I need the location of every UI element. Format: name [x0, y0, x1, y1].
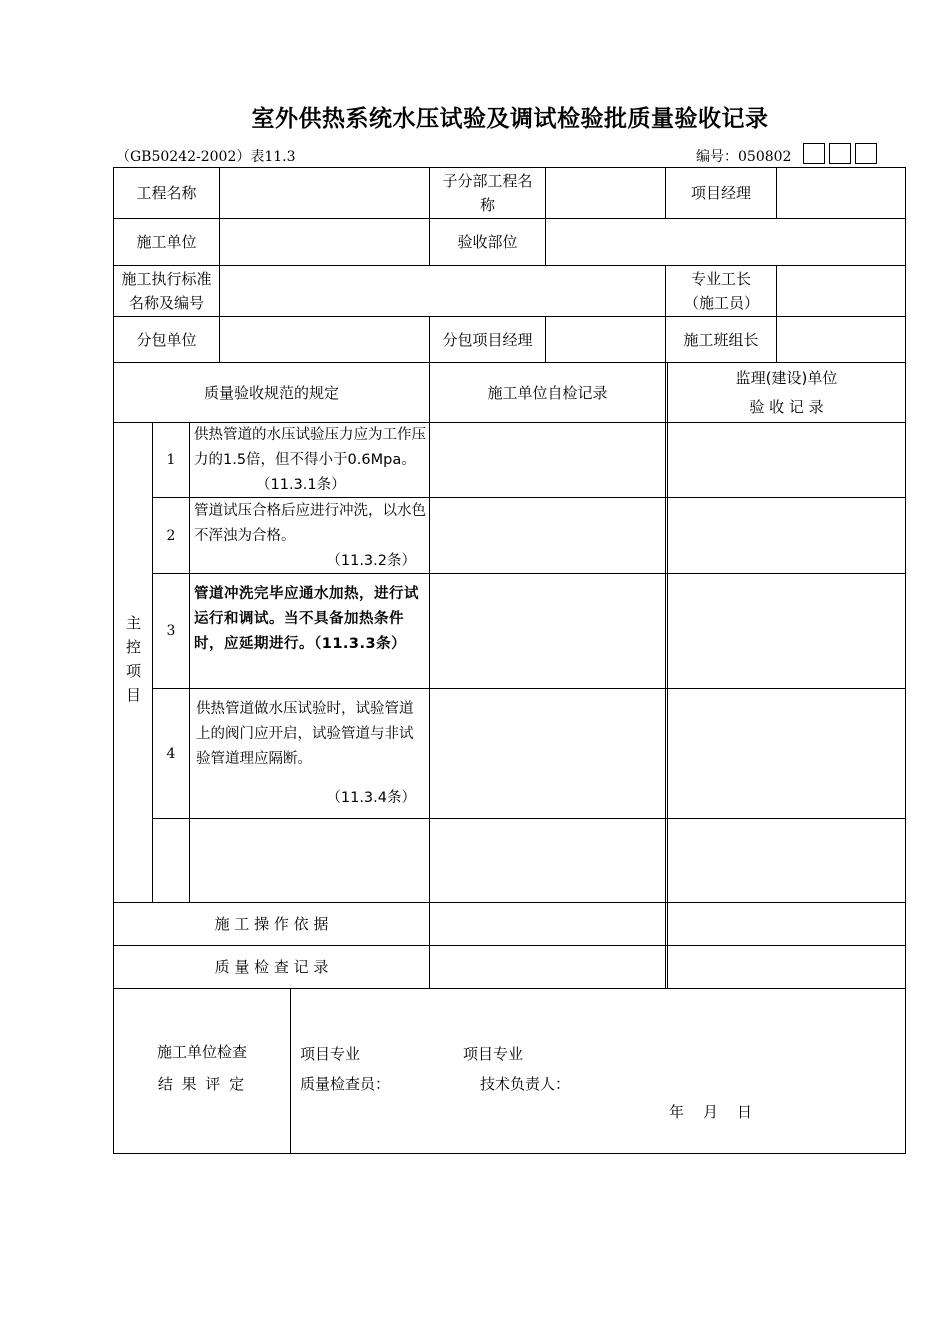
- project-name-label: 工程名称: [136, 184, 197, 202]
- subcontract-pm-label: 分包项目经理: [442, 330, 533, 349]
- item-spec-text: [194, 423, 426, 497]
- conclusion-label-line-1: 施工单位检查: [156, 1043, 247, 1061]
- supervision-line-1: 监理(建设)单位: [735, 368, 838, 387]
- inspector-line-2: 质量检查员：: [300, 1075, 391, 1093]
- supervision-field[interactable]: [668, 498, 905, 573]
- item-number: 1: [166, 452, 176, 468]
- acceptance-part-field[interactable]: [546, 219, 905, 265]
- subcontract-unit-field[interactable]: [220, 317, 429, 362]
- item-spec-text: [194, 582, 424, 686]
- code-box-2[interactable]: [829, 143, 851, 164]
- code-box-3[interactable]: [855, 143, 877, 164]
- project-manager-label: 项目经理: [690, 184, 751, 202]
- supervision-field[interactable]: [668, 574, 905, 688]
- column-header-spec: 质量验收规范的规定: [203, 383, 339, 402]
- standard-reference: （GB50242-2002）表11.3: [116, 149, 296, 165]
- project-name-field[interactable]: [220, 168, 429, 218]
- sub-project-field[interactable]: [546, 168, 665, 218]
- foreman-field[interactable]: [777, 266, 905, 316]
- supervision-field[interactable]: [668, 689, 905, 818]
- code-box-1[interactable]: [803, 143, 825, 164]
- empty-item-spec[interactable]: [190, 819, 429, 902]
- item-text: 供热管道的水压试验压力应为工作压力的1.5倍，但不得小于0.6Mpa。: [194, 427, 426, 468]
- quality-record-supervision-field[interactable]: [668, 946, 905, 988]
- main-control-label: 主控项目: [124, 614, 142, 711]
- self-check-field[interactable]: [430, 574, 665, 688]
- construction-unit-label: 施工单位: [136, 233, 197, 251]
- self-check-field[interactable]: [430, 423, 665, 497]
- item-number: 2: [166, 527, 176, 544]
- project-manager-field[interactable]: [777, 168, 905, 218]
- self-check-field[interactable]: [430, 498, 665, 573]
- column-header-self-check: 施工单位自检记录: [487, 383, 608, 402]
- page-title: 室外供热系统水压试验及调试检验批质量验收记录: [251, 106, 769, 132]
- supervision-line-2: 验 收 记 录: [749, 397, 824, 416]
- foreman-label: 专业工长（施工员）: [684, 270, 760, 312]
- item-clause-wrap: [194, 786, 426, 811]
- conclusion-label: [114, 1036, 290, 1100]
- item-clause: （11.3.4条）: [326, 790, 416, 806]
- supervision-field[interactable]: [668, 819, 905, 902]
- item-spec-text: [194, 499, 426, 573]
- item-number: 4: [166, 745, 176, 762]
- quality-inspector-signature[interactable]: [300, 1039, 390, 1099]
- team-leader-field[interactable]: [777, 317, 905, 362]
- construction-unit-field[interactable]: [220, 219, 429, 265]
- operation-basis-label: 施 工 操 作 依 据: [214, 915, 329, 933]
- operation-basis-field[interactable]: [430, 903, 665, 945]
- self-check-field[interactable]: [430, 819, 665, 902]
- subcontract-unit-label: 分包单位: [136, 330, 197, 349]
- supervision-field[interactable]: [668, 423, 905, 497]
- tech-line-1: 项目专业: [463, 1045, 524, 1063]
- item-clause: （11.3.2条）: [326, 553, 416, 569]
- standard-field[interactable]: [220, 266, 665, 316]
- record-code: 编号：050802: [696, 149, 792, 165]
- item-clause: （11.3.3条）: [314, 636, 407, 652]
- operation-basis-supervision-field[interactable]: [668, 903, 905, 945]
- conclusion-date[interactable]: 年 月 日: [669, 1103, 755, 1121]
- conclusion-label-line-2: 结 果 评 定: [157, 1075, 247, 1093]
- inspector-line-1: 项目专业: [300, 1045, 361, 1063]
- acceptance-part-label: 验收部位: [457, 233, 518, 251]
- technical-lead-signature[interactable]: [463, 1039, 570, 1099]
- item-spec-text: 供热管道做水压试验时，试验管道上的阀门应开启，试验管道与非试验管道理应隔断。: [196, 701, 414, 767]
- column-header-supervision: [668, 363, 905, 422]
- item-text: 管道冲洗完毕应通水加热，进行试运行和调试。当不具备加热条件时，应延期进行。: [194, 586, 419, 652]
- item-number: 3: [166, 623, 176, 639]
- quality-record-field[interactable]: [430, 946, 665, 988]
- tech-line-2: 技术负责人：: [480, 1075, 571, 1093]
- empty-item-number[interactable]: [153, 819, 189, 902]
- self-check-field[interactable]: [430, 689, 665, 818]
- team-leader-label: 施工班组长: [683, 330, 759, 349]
- quality-record-label: 质 量 检 查 记 录: [214, 958, 329, 976]
- item-text: 管道试压合格后应进行冲洗，以水色不浑浊为合格。: [194, 503, 426, 544]
- subcontract-pm-field[interactable]: [546, 317, 665, 362]
- standard-label: 施工执行标准名称及编号: [121, 270, 212, 312]
- item-clause: （11.3.1条）: [256, 477, 346, 493]
- sub-project-label: 子分部工程名称: [442, 172, 533, 214]
